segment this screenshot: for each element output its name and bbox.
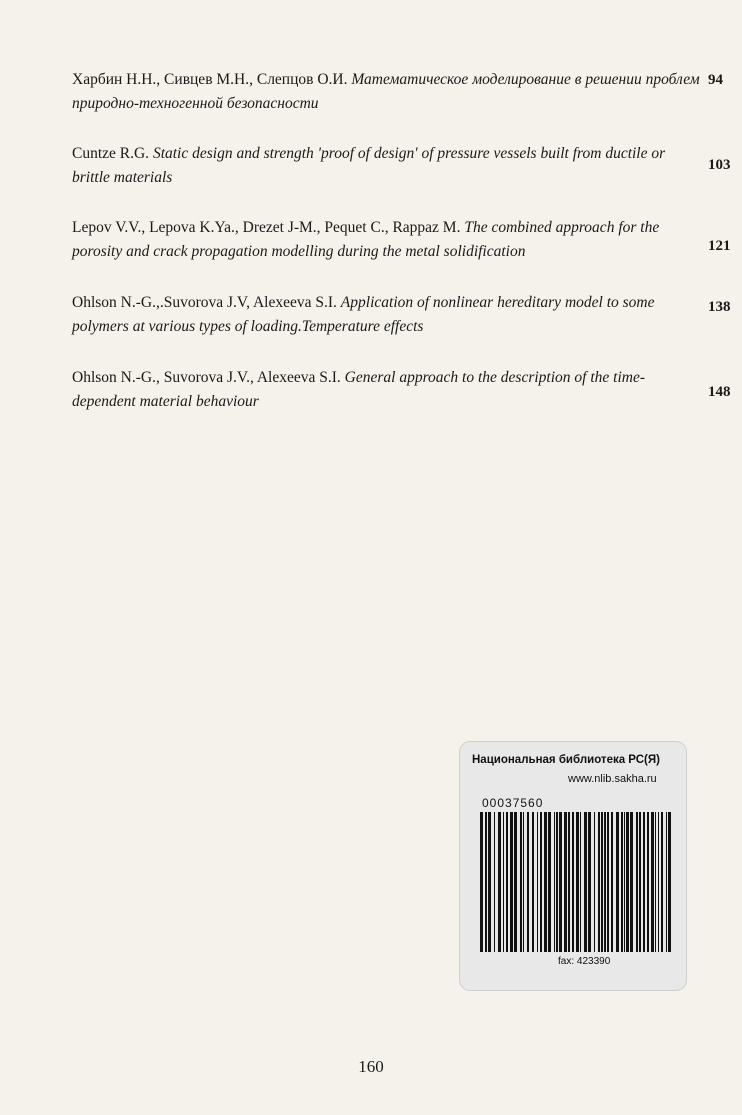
toc-entry-2 — [72, 142, 731, 190]
entry-title: Application of nonlinear hereditary model to some polymers at various types of loading.Temperature effects — [72, 294, 655, 335]
entry-authors: Ohlson N.-G.,.Suvorova J.V, Alexeeva S.I. — [72, 294, 337, 311]
entry-page-number: 138 — [708, 299, 731, 315]
entry-page-number: 103 — [708, 157, 731, 173]
library-contact: fax: 423390 — [558, 956, 611, 967]
library-sticker — [460, 742, 686, 990]
library-name: Национальная библиотека РС(Я) — [472, 754, 660, 766]
toc-entry-3 — [72, 216, 731, 264]
toc-entry-1 — [72, 68, 723, 116]
entry-title: Static design and strength 'proof of design' of pressure vessels built from ductile or brittle materials — [72, 145, 666, 186]
entry-authors: Ohlson N.-G., Suvorova J.V., Alexeeva S.I. — [72, 369, 341, 386]
page-number-footer: 160 — [358, 1057, 384, 1076]
entry-title: Математическое моделирование в решении проблем природно-техногенной безопасности — [72, 71, 700, 112]
toc-entry-5 — [72, 366, 731, 414]
library-url: www.nlib.sakha.ru — [568, 773, 657, 785]
toc-entry-4 — [72, 291, 731, 339]
barcode-number: 00037560 — [482, 796, 544, 810]
entry-authors: Харбин Н.Н., Сивцев М.Н., Слепцов О.И. — [72, 71, 348, 88]
entry-authors: Cuntze R.G. — [72, 145, 150, 162]
entry-page-number: 148 — [708, 384, 731, 400]
entry-title: General approach to the description of the time-dependent material behaviour — [72, 369, 645, 410]
barcode-icon — [480, 812, 674, 952]
entry-page-number: 121 — [708, 238, 731, 254]
entry-title: The combined approach for the porosity and crack propagation modelling during the metal solidification — [72, 219, 660, 260]
entry-page-number: 94 — [708, 72, 723, 88]
entry-authors: Lepov V.V., Lepova K.Ya., Drezet J-M., Pequet C., Rappaz M. — [72, 219, 461, 236]
